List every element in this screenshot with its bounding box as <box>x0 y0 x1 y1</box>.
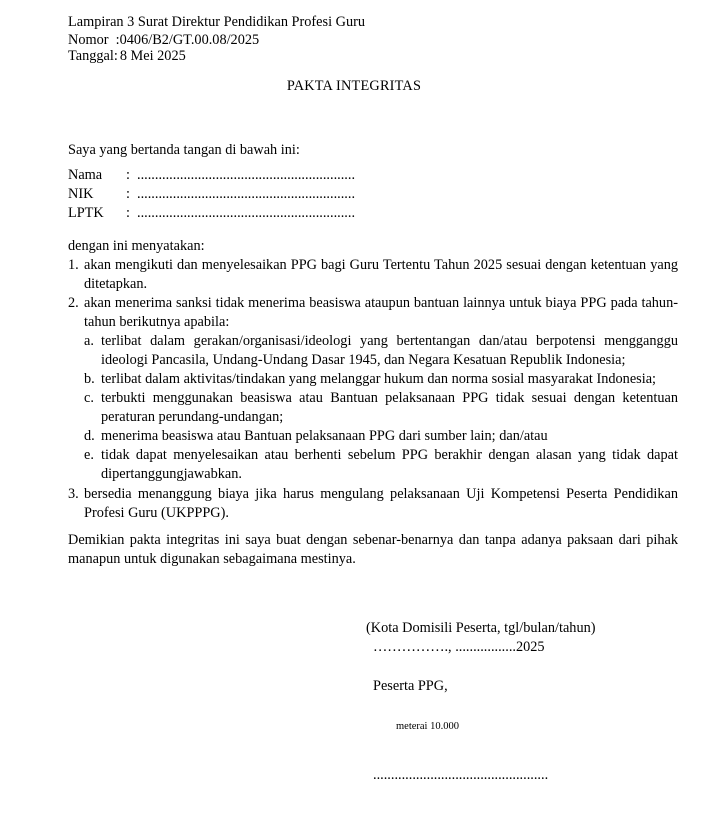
subitem-line: ideologi Pancasila, Undang-Undang Dasar 1945, dan Negara Kesatuan Republik Indonesia; <box>101 352 626 368</box>
item-line: ditetapkan. <box>84 276 148 292</box>
list-item <box>68 256 678 294</box>
tanggal-row <box>68 47 186 66</box>
closing-paragraph <box>68 531 678 569</box>
stamp-duty-label: meterai 10.000 <box>396 721 459 732</box>
field-nik-label: NIK <box>68 186 94 202</box>
declaration-intro: dengan ini menyatakan: <box>68 238 205 254</box>
subitem-line: terbukti menggunakan beasiswa atau Bantuan pelaksanaan PPG tidak sesuai dengan ketentuan <box>101 390 678 406</box>
subitem-line: dipertanggungjawabkan. <box>101 466 242 482</box>
field-lptk-colon: : <box>126 205 130 221</box>
sublist-item <box>84 332 678 370</box>
list-item <box>68 294 678 332</box>
subitem-letter: a. <box>84 333 94 349</box>
field-nama-label: Nama <box>68 167 103 183</box>
nomor-label: Nomor : <box>68 32 120 48</box>
field-nik <box>68 185 355 204</box>
item-line: akan mengikuti dan menyelesaikan PPG bagi Guru Tertentu Tahun 2025 sesuai dengan ketentuan yang <box>84 257 678 273</box>
subitem-line: terlibat dalam aktivitas/tindakan yang melanggar hukum dan norma sosial masyarakat Indonesia; <box>101 371 657 387</box>
attachment-line: Lampiran 3 Surat Direktur Pendidikan Profesi Guru <box>68 14 365 30</box>
signature-name-line: ................................................. <box>373 767 549 783</box>
field-lptk-blank: ............................................................. <box>137 205 356 221</box>
item-number: 1. <box>68 257 79 273</box>
field-nik-blank: ............................................................. <box>137 186 356 202</box>
field-lptk-label: LPTK <box>68 205 104 221</box>
subitem-line: peraturan perundang-undangan; <box>101 409 284 425</box>
place-date-hint: (Kota Domisili Peserta, tgl/bulan/tahun) <box>366 620 596 636</box>
field-nama <box>68 166 355 185</box>
item-line: Profesi Guru (UKPPPG). <box>84 505 229 521</box>
subitem-letter: d. <box>84 428 95 444</box>
closing-line: Demikian pakta integritas ini saya buat dengan sebenar-benarnya dan tanpa adanya paksaan dari pihak <box>68 532 678 548</box>
signer-role: Peserta PPG, <box>373 678 448 694</box>
place-date-blank: ……………., .................2025 <box>373 639 545 655</box>
nomor-value: 0406/B2/GT.00.08/2025 <box>119 32 260 48</box>
sublist-item <box>84 446 678 484</box>
closing-line: manapun untuk digunakan sebagaimana mestinya. <box>68 551 356 567</box>
field-lptk <box>68 204 355 223</box>
item-line: tahun berikutnya apabila: <box>84 314 230 330</box>
item-line: akan menerima sanksi tidak menerima beasiswa ataupun bantuan lainnya untuk biaya PPG pada tahun- <box>84 295 678 311</box>
subitem-letter: e. <box>84 447 94 463</box>
subitem-letter: b. <box>84 371 95 387</box>
document-title: PAKTA INTEGRITAS <box>286 78 422 94</box>
sublist-item <box>84 389 678 427</box>
field-nama-colon: : <box>126 167 130 183</box>
tanggal-value: 8 Mei 2025 <box>119 48 186 64</box>
item-number: 3. <box>68 486 79 502</box>
item-number: 2. <box>68 295 79 311</box>
tanggal-label: Tanggal: <box>68 48 118 64</box>
sublist-item <box>84 370 678 389</box>
list-item <box>68 485 678 523</box>
subitem-line: menerima beasiswa atau Bantuan pelaksanaan PPG dari sumber lain; dan/atau <box>101 428 548 444</box>
subitem-line: tidak dapat menyelesaikan atau berhenti sebelum PPG berakhir dengan alasan yang tidak dapat <box>101 447 678 463</box>
sublist-item <box>84 427 678 446</box>
intro-text: Saya yang bertanda tangan di bawah ini: <box>68 142 300 158</box>
item-line: bersedia menanggung biaya jika harus mengulang pelaksanaan Uji Kompetensi Peserta Pendidikan <box>84 486 678 502</box>
subitem-letter: c. <box>84 390 94 406</box>
field-nik-colon: : <box>126 186 130 202</box>
field-nama-blank: ............................................................. <box>137 167 356 183</box>
subitem-line: terlibat dalam gerakan/organisasi/ideologi yang bertentangan dan/atau berpotensi mengganggu <box>101 333 678 349</box>
